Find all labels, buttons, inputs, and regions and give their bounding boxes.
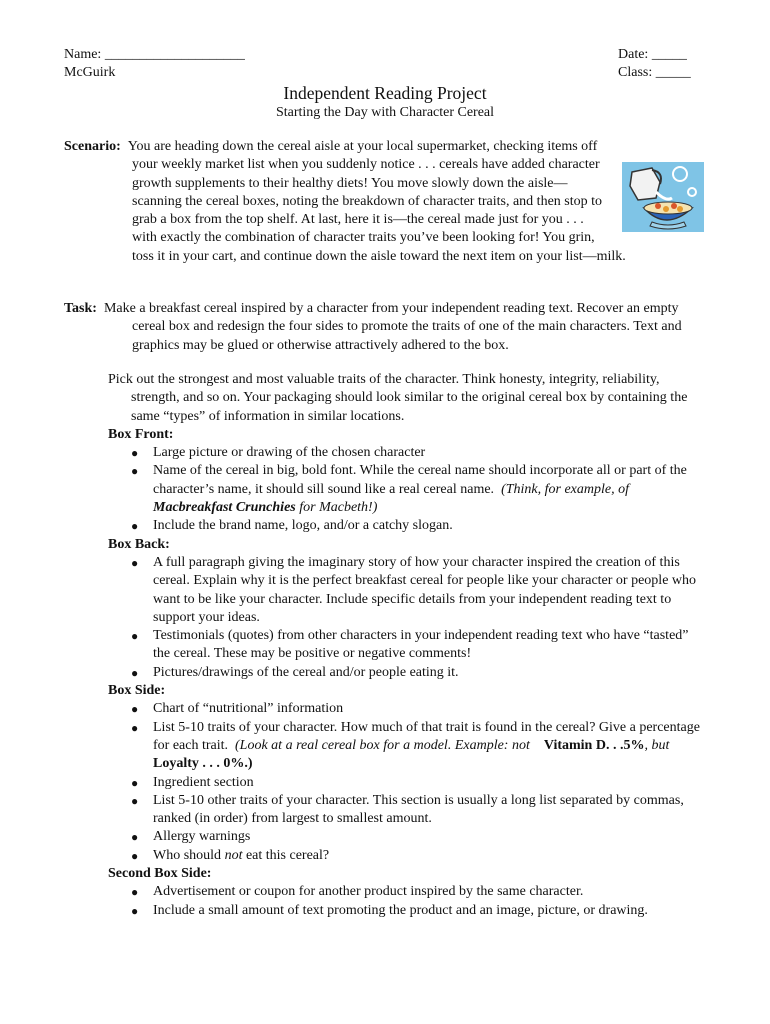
list-item — [108, 664, 708, 682]
class-line — [618, 64, 691, 82]
example-vitamin: Vitamin D. . .5% — [543, 737, 645, 753]
box-back-heading: Box Back: — [108, 536, 170, 552]
box-side-list — [108, 700, 708, 865]
list-item-text: Large picture or drawing of the chosen character — [153, 445, 426, 461]
scenario-paragraph — [64, 138, 714, 266]
list-item-text: Name of the cereal in big, bold font. While the cereal name should incorporate all or part of the character’s name, it should sill sound like a real cereal name. — [153, 463, 687, 497]
task-label: Task: — [64, 301, 97, 316]
name-label: Name: — [64, 47, 102, 62]
scenario-label: Scenario: — [64, 139, 121, 154]
class-blank: _____ — [655, 65, 691, 81]
box-front-list — [108, 444, 708, 535]
class-label: Class: — [618, 65, 653, 81]
second-box-side-list — [108, 883, 708, 920]
list-item — [108, 517, 708, 535]
list-item-text: Chart of “nutritional” information — [153, 701, 344, 717]
page-subtitle: Starting the Day with Character Cereal — [275, 105, 495, 120]
second-box-side-heading: Second Box Side: — [108, 866, 212, 882]
teacher-name: McGuirk — [64, 65, 116, 81]
bullet-icon: ● — [131, 793, 139, 808]
list-item — [108, 828, 708, 846]
list-item-text: Include a small amount of text promoting the product and an image, picture, or drawing. — [153, 902, 648, 918]
bullet-icon: ● — [131, 665, 139, 680]
task-section — [64, 300, 714, 355]
task-text: Make a breakfast cereal inspired by a character from your independent reading text. Recover an empty cereal box and redesign the four sides to promote the traits of one of the main characters. Text and graphics may be glued or otherwise attractively adhered to the box. — [103, 301, 682, 353]
box-front-heading: Box Front: — [108, 426, 174, 442]
list-item — [108, 444, 708, 462]
list-item — [108, 700, 708, 718]
list-item-text: Advertisement or coupon for another product inspired by the same character. — [153, 884, 584, 900]
bullet-icon: ● — [131, 775, 139, 790]
date-label: Date: — [618, 47, 649, 62]
name-line — [64, 46, 245, 64]
list-item-text: Include the brand name, logo, and/or a catchy slogan. — [153, 518, 453, 534]
bullet-icon: ● — [131, 903, 139, 918]
example-name: Macbreakfast Crunchies — [153, 500, 296, 516]
bullet-icon: ● — [131, 519, 139, 534]
bullet-icon: ● — [131, 830, 139, 845]
list-item-text: Allergy warnings — [153, 829, 251, 845]
cereal-clipart-icon — [622, 162, 704, 232]
example-end: for Macbeth!) — [299, 500, 378, 516]
box-back-list — [108, 554, 708, 682]
list-item — [108, 627, 708, 664]
bullet-icon: ● — [131, 885, 139, 900]
list-item — [108, 462, 708, 517]
example-intro: (Think, for example, of — [501, 481, 629, 497]
date-line — [618, 46, 691, 64]
list-item-text: Ingredient section — [153, 774, 254, 790]
page-title: Independent Reading Project — [283, 83, 487, 103]
task-paragraph — [64, 300, 714, 355]
list-item — [108, 883, 708, 901]
example-loyalty: Loyalty . . . 0%.) — [153, 756, 253, 772]
bullet-icon: ● — [131, 446, 139, 461]
bullet-icon: ● — [131, 464, 139, 479]
scenario-text: You are heading down the cereal aisle at your local supermarket, checking items off your weekly market list when you suddenly notice . . . cereals have added character growth supplements to their healthy diets! You move slowly down the aisle—scanning the cereal boxes, noting the breakdown of character traits, and then stop to grab a box from the top shelf. At last, here it is—the cereal made just for you . . . with exactly the combination of character traits you’ve been looking for! You grin, toss it in your cart, and continue down the aisle toward the next item on your list—milk. — [127, 139, 626, 264]
example-intro: (Look at a real cereal box for a model. Example: not — [235, 737, 530, 753]
bullet-icon: ● — [131, 720, 139, 735]
requirements-section — [108, 371, 708, 920]
list-item — [108, 719, 708, 774]
list-item — [108, 847, 708, 865]
list-item-text: A full paragraph giving the imaginary story of how your character inspired the creation of this cereal. Explain why it is the perfect breakfast cereal for people like your character or people who want to be like your character. Include specific details from your independent reading text to support your ideas. — [153, 554, 697, 625]
name-blank: ____________________ — [104, 47, 245, 62]
list-item-text: Who should — [153, 847, 222, 863]
list-item — [108, 902, 708, 920]
list-item-text: Testimonials (quotes) from other characters in your independent reading text who have “tasted” the cereal. These may be positive or negative comments! — [153, 628, 689, 662]
bullet-icon: ● — [131, 702, 139, 717]
list-item — [108, 554, 708, 627]
scenario-section — [64, 138, 714, 266]
student-header — [64, 46, 245, 83]
date-class-header — [618, 46, 691, 83]
bullet-icon: ● — [131, 629, 139, 644]
box-side-heading: Box Side: — [108, 683, 166, 699]
pick-paragraph: Pick out the strongest and most valuable traits of the character. Think honesty, integrity, reliability, strength, and so on. Your packaging should look similar to the original cereal box by containing the same “types” of information in similar locations. — [108, 372, 688, 424]
date-blank: _____ — [651, 47, 687, 62]
list-item-text: List 5-10 other traits of your character. This section is usually a long list separated by commas, ranked (in order) from largest to smallest amount. — [153, 792, 684, 827]
list-item-text: eat this cereal? — [245, 847, 330, 863]
bullet-icon: ● — [131, 848, 139, 863]
emphasis-not: not — [224, 847, 243, 863]
example-but: , but — [644, 737, 670, 753]
list-item-text: Pictures/drawings of the cereal and/or people eating it. — [153, 664, 459, 680]
list-item — [108, 774, 708, 792]
bullet-icon: ● — [131, 555, 139, 570]
list-item-text: List 5-10 traits of your character. How much of that trait is found in the cereal? Give a percentage for each trait. — [153, 719, 700, 753]
list-item — [108, 792, 708, 829]
